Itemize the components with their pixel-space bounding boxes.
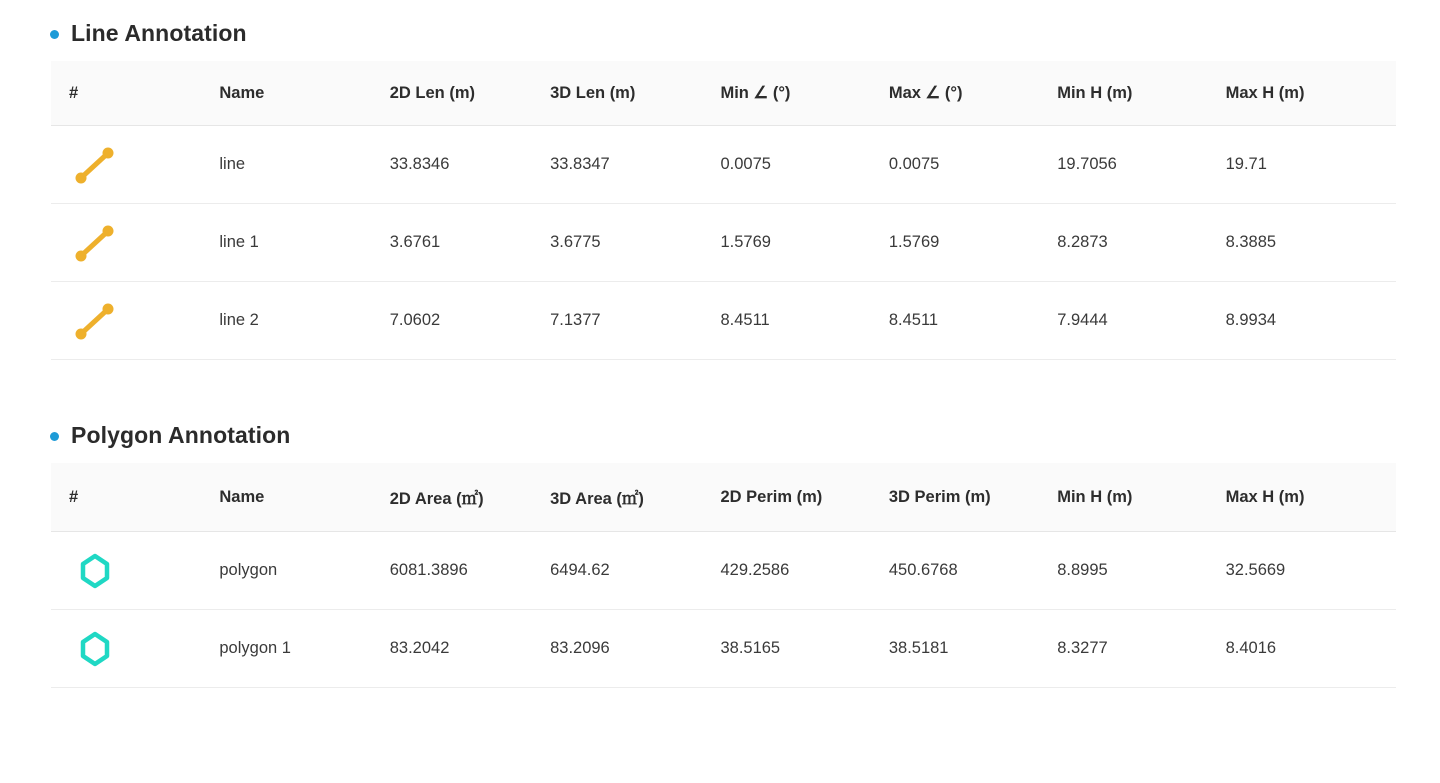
table-body <box>51 532 1396 688</box>
section-title-polygon <box>0 422 1440 449</box>
cell-max-angle: 1.5769 <box>889 204 1057 282</box>
column-header-max-angle: Max ∠ (°) <box>889 61 1057 126</box>
table-header-row <box>51 463 1396 532</box>
hexagon-icon <box>69 626 121 672</box>
table-row <box>51 532 1396 610</box>
cell-3d-perim: 450.6768 <box>889 532 1057 610</box>
cell-min-angle: 1.5769 <box>720 204 888 282</box>
column-header-min-h: Min H (m) <box>1057 61 1225 126</box>
table-row <box>51 204 1396 282</box>
column-header-index: # <box>51 61 219 126</box>
cell-3d-len: 33.8347 <box>550 126 720 204</box>
column-header-min-h: Min H (m) <box>1057 463 1225 532</box>
cell-min-angle: 8.4511 <box>720 282 888 360</box>
cell-3d-area: 83.2096 <box>550 610 720 688</box>
table-row <box>51 282 1396 360</box>
cell-2d-len: 7.0602 <box>390 282 550 360</box>
cell-2d-perim: 38.5165 <box>720 610 888 688</box>
cell-max-angle: 8.4511 <box>889 282 1057 360</box>
cell-min-h: 19.7056 <box>1057 126 1225 204</box>
section-line-annotation <box>0 20 1440 360</box>
cell-max-h: 8.3885 <box>1226 204 1396 282</box>
section-heading-text: Line Annotation <box>71 20 247 46</box>
hexagon-icon <box>69 548 121 594</box>
column-header-min-angle: Min ∠ (°) <box>720 61 888 126</box>
column-header-max-h: Max H (m) <box>1226 61 1396 126</box>
polygon-annotation-table-wrap <box>0 463 1440 688</box>
cell-max-h: 19.71 <box>1226 126 1396 204</box>
cell-max-h: 8.4016 <box>1226 610 1396 688</box>
section-polygon-annotation <box>0 422 1440 688</box>
cell-3d-area: 6494.62 <box>550 532 720 610</box>
table-body <box>51 126 1396 360</box>
cell-name: polygon 1 <box>219 610 389 688</box>
column-header-2d-perim: 2D Perim (m) <box>720 463 888 532</box>
column-header-3d-len: 3D Len (m) <box>550 61 720 126</box>
row-icon-cell <box>51 610 219 688</box>
column-header-index: # <box>51 463 219 532</box>
row-icon-cell <box>51 532 219 610</box>
column-header-name: Name <box>219 463 389 532</box>
column-header-max-h: Max H (m) <box>1226 463 1396 532</box>
cell-3d-len: 3.6775 <box>550 204 720 282</box>
row-icon-cell <box>51 204 219 282</box>
cell-max-h: 32.5669 <box>1226 532 1396 610</box>
cell-name: line <box>219 126 389 204</box>
table-row <box>51 610 1396 688</box>
section-heading-text: Polygon Annotation <box>71 422 291 448</box>
cell-2d-area: 6081.3896 <box>390 532 550 610</box>
cell-min-h: 8.2873 <box>1057 204 1225 282</box>
cell-max-h: 8.9934 <box>1226 282 1396 360</box>
bullet-icon <box>50 30 59 39</box>
column-header-name: Name <box>219 61 389 126</box>
column-header-2d-len: 2D Len (m) <box>390 61 550 126</box>
bullet-icon <box>50 432 59 441</box>
line-annotation-table-wrap <box>0 61 1440 360</box>
column-header-3d-perim: 3D Perim (m) <box>889 463 1057 532</box>
cell-max-angle: 0.0075 <box>889 126 1057 204</box>
row-icon-cell <box>51 126 219 204</box>
table-header <box>51 61 1396 126</box>
line-segment-icon <box>69 141 121 189</box>
cell-min-h: 7.9444 <box>1057 282 1225 360</box>
polygon-annotation-table <box>51 463 1396 688</box>
cell-2d-area: 83.2042 <box>390 610 550 688</box>
line-segment-icon <box>69 219 121 267</box>
cell-min-h: 8.8995 <box>1057 532 1225 610</box>
cell-name: line 1 <box>219 204 389 282</box>
cell-min-h: 8.3277 <box>1057 610 1225 688</box>
cell-3d-perim: 38.5181 <box>889 610 1057 688</box>
cell-2d-len: 33.8346 <box>390 126 550 204</box>
table-header-row <box>51 61 1396 126</box>
row-icon-cell <box>51 282 219 360</box>
column-header-2d-area: 2D Area (㎡) <box>390 463 550 532</box>
table-row <box>51 126 1396 204</box>
cell-2d-perim: 429.2586 <box>720 532 888 610</box>
cell-3d-len: 7.1377 <box>550 282 720 360</box>
cell-min-angle: 0.0075 <box>720 126 888 204</box>
section-title-line <box>0 20 1440 47</box>
line-segment-icon <box>69 297 121 345</box>
cell-name: line 2 <box>219 282 389 360</box>
line-annotation-table <box>51 61 1396 360</box>
cell-2d-len: 3.6761 <box>390 204 550 282</box>
table-header <box>51 463 1396 532</box>
cell-name: polygon <box>219 532 389 610</box>
column-header-3d-area: 3D Area (㎡) <box>550 463 720 532</box>
